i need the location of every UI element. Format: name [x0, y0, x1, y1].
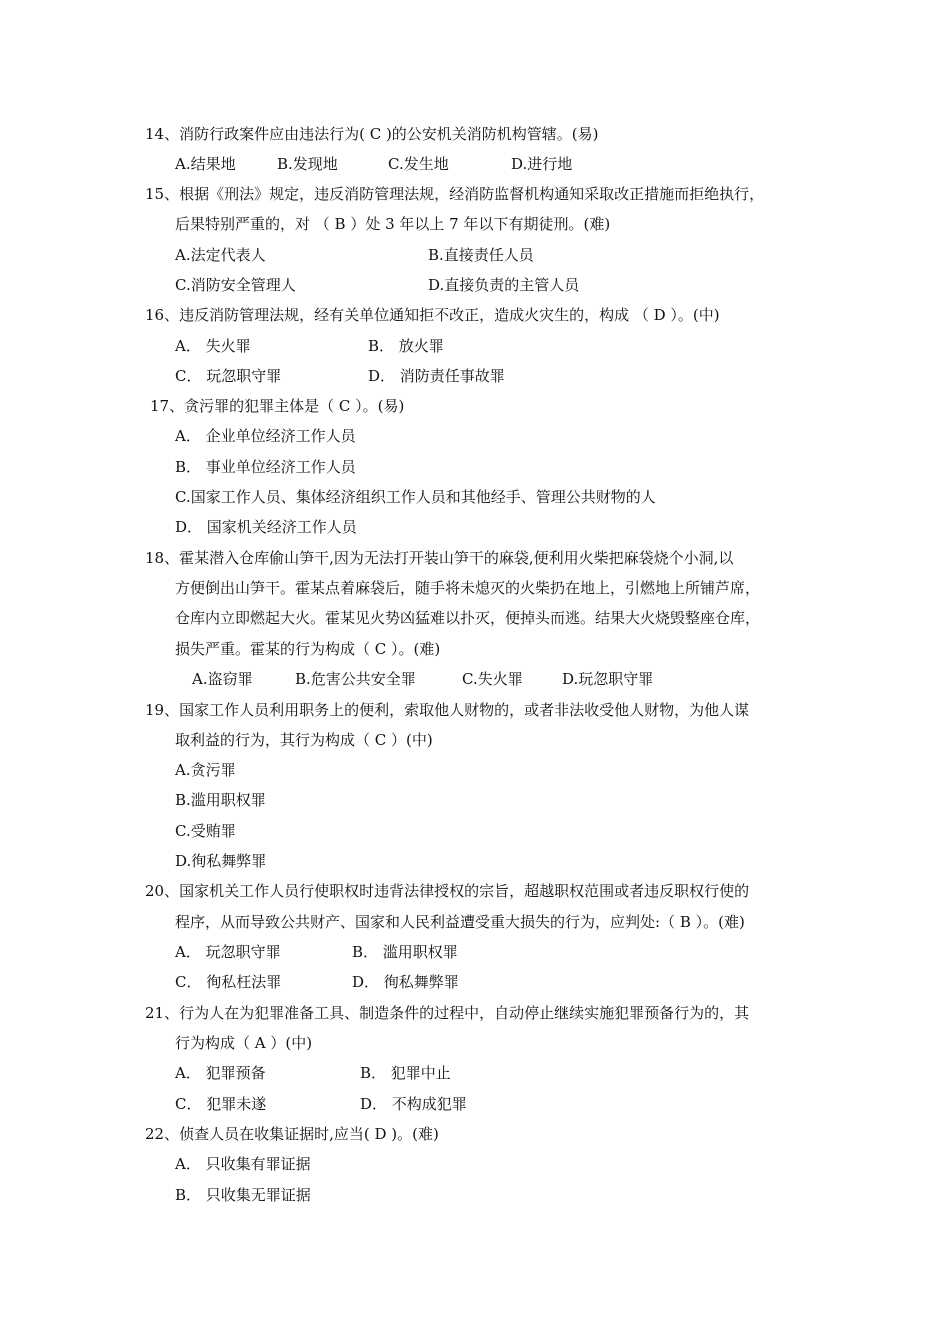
- q20-option-a: A． 玩忽职守罪: [175, 943, 281, 961]
- q18-option-c: C.失火罪: [462, 670, 523, 688]
- q18-option-b: B.危害公共安全罪: [295, 670, 416, 688]
- q17-option-c: C.国家工作人员、集体经济组织工作人员和其他经手、管理公共财物的人: [175, 488, 656, 506]
- q15-option-c: C.消防安全管理人: [175, 276, 296, 294]
- question-17: 17、贪污罪的犯罪主体是（ C ）。(易): [150, 397, 405, 415]
- question-22: 22、侦查人员在收集证据时,应当( D )。(难): [145, 1125, 439, 1143]
- q21-option-d: D． 不构成犯罪: [360, 1095, 467, 1113]
- question-21-cont: 行为构成（ A ）(中): [175, 1034, 313, 1052]
- question-15-cont: 后果特别严重的，对 （ B ）处 3 年以上 7 年以下有期徒刑。(难): [175, 215, 611, 233]
- q14-option-a: A.结果地: [175, 155, 236, 173]
- q16-option-d: D． 消防责任事故罪: [368, 367, 505, 385]
- q18-option-d: D.玩忽职守罪: [562, 670, 654, 688]
- question-18-cont-2: 仓库内立即燃起大火。霍某见火势凶猛难以扑灭，便掉头而逃。结果大火烧毁整座仓库，: [175, 609, 761, 627]
- q15-option-a: A.法定代表人: [175, 246, 266, 264]
- q20-option-d: D． 徇私舞弊罪: [352, 973, 459, 991]
- q14-option-b: B.发现地: [277, 155, 338, 173]
- q15-option-b: B.直接责任人员: [428, 246, 534, 264]
- q17-option-a: A． 企业单位经济工作人员: [175, 427, 356, 445]
- q22-option-b: B． 只收集无罪证据: [175, 1186, 311, 1204]
- q15-option-d: D.直接负责的主管人员: [428, 276, 580, 294]
- question-20-cont: 程序，从而导致公共财产、国家和人民利益遭受重大损失的行为，应判处:（ B ）。(难): [175, 913, 745, 931]
- question-18-cont-3: 损失严重。霍某的行为构成（ C ）。(难): [175, 640, 441, 658]
- question-18: 18、霍某潜入仓库偷山笋干,因为无法打开装山笋干的麻袋,便利用火柴把麻袋烧个小洞,以: [145, 549, 734, 567]
- q21-option-a: A． 犯罪预备: [175, 1064, 266, 1082]
- q21-option-c: C． 犯罪未遂: [175, 1095, 267, 1113]
- q18-option-a: A.盗窃罪: [192, 670, 253, 688]
- question-21: 21、行为人在为犯罪准备工具、制造条件的过程中，自动停止继续实施犯罪预备行为的，其: [145, 1004, 750, 1022]
- q14-option-c: C.发生地: [388, 155, 449, 173]
- q17-option-b: B． 事业单位经济工作人员: [175, 458, 356, 476]
- q21-option-b: B． 犯罪中止: [360, 1064, 451, 1082]
- question-18-cont-1: 方便倒出山笋干。霍某点着麻袋后，随手将未熄灭的火柴扔在地上，引燃地上所铺芦席，: [175, 579, 761, 597]
- q22-option-a: A． 只收集有罪证据: [175, 1155, 311, 1173]
- q20-option-b: B． 滥用职权罪: [352, 943, 458, 961]
- q19-option-b: B.滥用职权罪: [175, 791, 266, 809]
- q16-option-a: A． 失火罪: [175, 337, 251, 355]
- question-14: 14、消防行政案件应由违法行为( C )的公安机关消防机构管辖。(易): [145, 125, 599, 143]
- question-19-cont: 取利益的行为，其行为构成（ C ）(中): [175, 731, 433, 749]
- q16-option-c: C． 玩忽职守罪: [175, 367, 282, 385]
- q16-option-b: B． 放火罪: [368, 337, 444, 355]
- q14-option-d: D.进行地: [511, 155, 573, 173]
- question-16: 16、违反消防管理法规，经有关单位通知拒不改正，造成火灾生的，构成 （ D ）。(中): [145, 306, 720, 324]
- q17-option-d: D． 国家机关经济工作人员: [175, 518, 357, 536]
- q19-option-a: A.贪污罪: [175, 761, 236, 779]
- question-20: 20、国家机关工作人员行使职权时违背法律授权的宗旨，超越职权范围或者违反职权行使的: [145, 882, 750, 900]
- question-19: 19、国家工作人员利用职务上的便利，索取他人财物的，或者非法收受他人财物，为他人谋: [145, 701, 750, 719]
- question-15: 15、根据《刑法》规定，违反消防管理法规，经消防监督机构通知采取改正措施而拒绝执行，: [145, 185, 765, 203]
- q20-option-c: C． 徇私枉法罪: [175, 973, 282, 991]
- q19-option-d: D.徇私舞弊罪: [175, 852, 267, 870]
- q19-option-c: C.受贿罪: [175, 822, 236, 840]
